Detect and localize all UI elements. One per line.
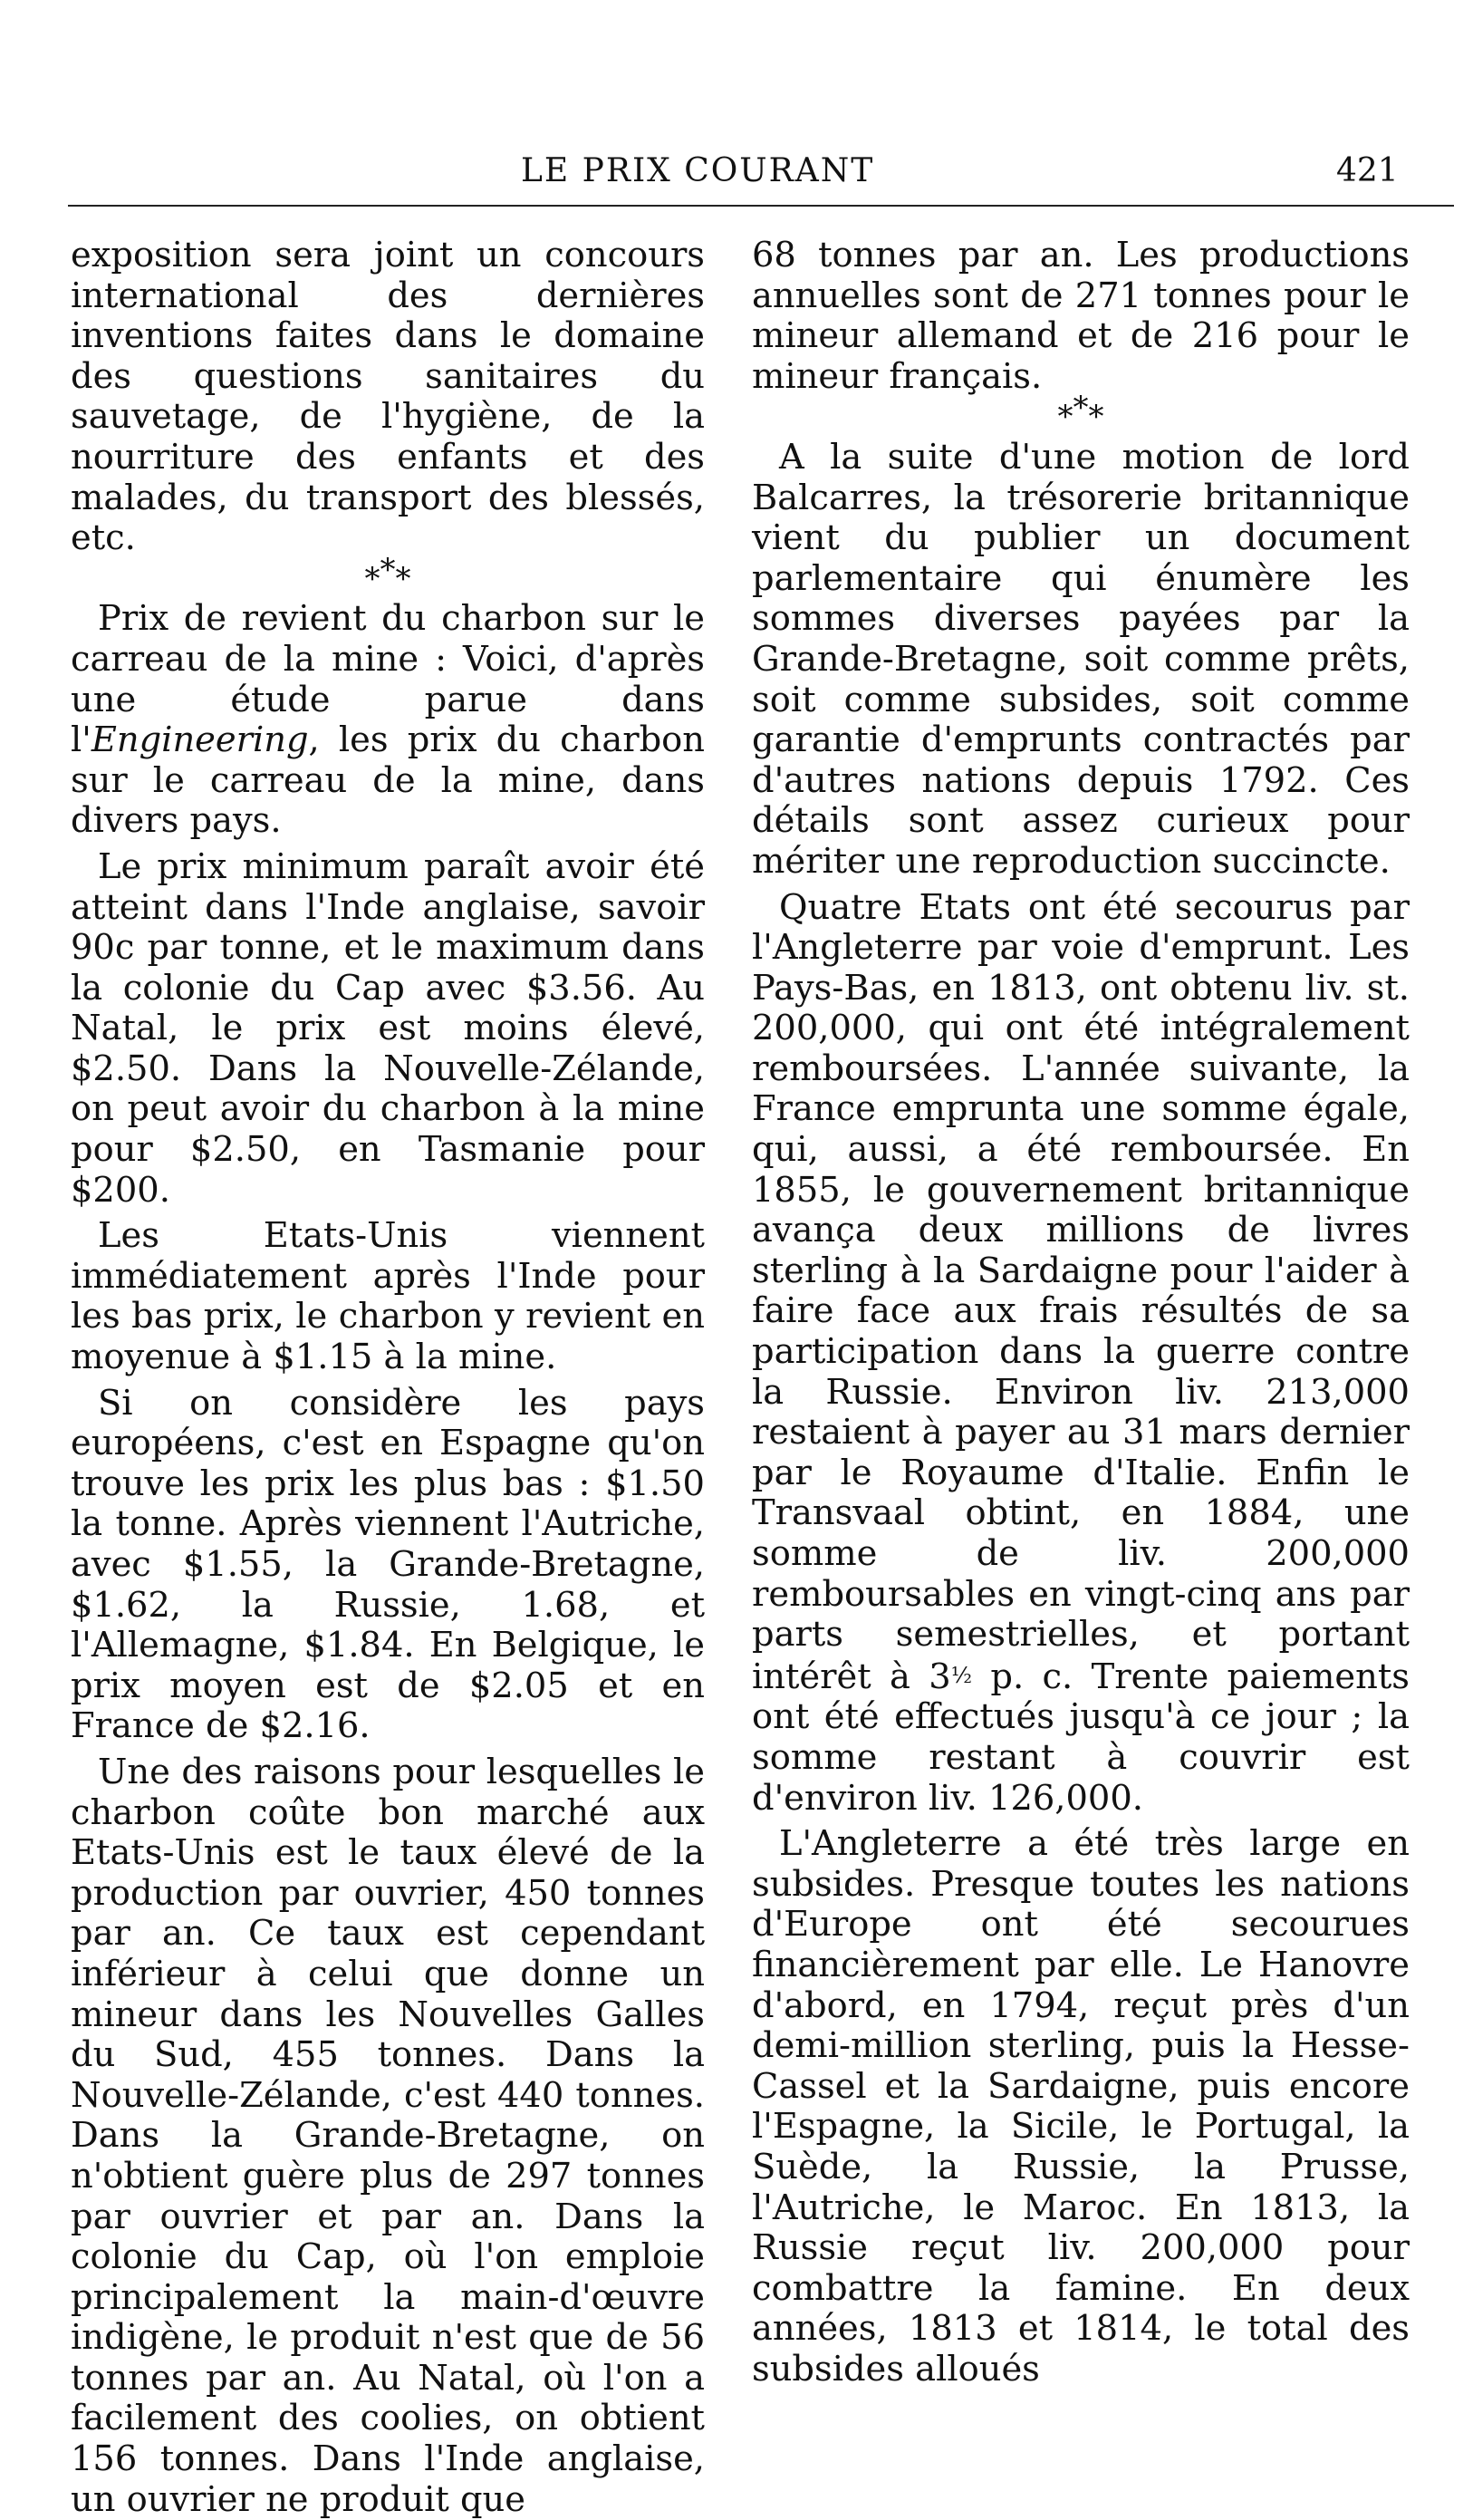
paragraph: L'Angleterre a été très large en subsides. Presque toutes les nations d'Europe ont été secourues financièrement par elle. Le Hanovre d'abord, en 1794, reçut près d'un demi-million sterling, puis la Hesse-Cassel et la Sardaigne, puis encore l'Espagne, la Sicile, le Portugal, la Suède, la Russie, la Prusse, l'Autriche, le Maroc. En 1813, la Russie reçut liv. 200,000 pour combattre la famine. En deux années, 1813 et 1814, le total des subsides alloués (752, 1823, 1410, 2390)
running-title: LE PRIX COURANT (521, 152, 875, 189)
page-number: 421 (1336, 152, 1399, 189)
left-column (71, 236, 705, 2520)
page-header (0, 152, 1473, 198)
paragraph: A la suite d'une motion de lord Balcarres, la trésorerie britannique vient du publier un document parlementaire qui énumère les sommes diverses payées par la Grande-Bretagne, soit comme prêts, soit comme subsides, soit comme garantie d'emprunts contractés par d'autres nations depuis 1792. Ces détails sont assez curieux pour mériter une reproduction succincte. (752, 436, 1410, 882)
paragraph: Prix de revient du charbon sur le carreau de la mine : Voici, d'après une étude parue dans l'Engineering, les prix du charbon sur le carreau de la mine, dans divers pays. (71, 598, 705, 842)
paragraph: Le prix minimum paraît avoir été atteint dans l'Inde anglaise, savoir 90c par tonne, et le maximum dans la colonie du Cap avec $3.56. Au Natal, le prix est moins élevé, $2.50. Dans la Nouvelle-Zélande, on peut avoir du charbon à la mine pour $2.50, en Tasmanie pour $200. (71, 845, 705, 1211)
section-divider-asterisks: *** (364, 551, 411, 597)
paragraph: Les Etats-Unis viennent immédiatement après l'Inde pour les bas prix, le charbon y revient en moyenue à $1.15 à la mine. (71, 1215, 705, 1378)
paragraph: 68 tonnes par an. Les productions annuelles sont de 271 tonnes pour le mineur allemand et de 216 pour le mineur français. (752, 235, 1410, 397)
paragraph: Quatre Etats ont été secourus par l'Angleterre par voie d'emprunt. Les Pays-Bas, en 1813, ont obtenu liv. st. 200,000, qui ont été intégralement remboursées. L'année suivante, la France emprunta une somme égale, qui, aussi, a été remboursée. En 1855, le gouvernement britannique avança deux millions de livres sterling à la Sardaigne pour l'aider à faire face aux frais résultés de sa participation dans la guerre contre la Russie. Environ liv. 213,000 restaient à payer au 31 mars dernier par le Royaume d'Italie. Enfin le Transvaal obtint, en 1884, une somme de liv. 200,000 remboursables en vingt-cinq ans par parts semestrielles, et portant intérêt à 3½ p. c. Trente paiements ont été effectués jusqu'à ce jour ; la somme restant à couvrir est d'environ liv. 126,000. (752, 886, 1410, 1819)
paragraph: Si on considère les pays européens, c'est en Espagne qu'on trouve les prix les plus bas : $1.50 la tonne. Après viennent l'Autriche, avec $1.55, la Grande-Bretagne, $1.62, la Russie, 1.68, et l'Allemagne, $1.84. En Belgique, le prix moyen est de $2.05 et en France de $2.16. (71, 1382, 705, 1747)
header-rule (68, 205, 1454, 207)
paragraph: Une des raisons pour lesquelles le charbon coûte bon marché aux Etats-Unis est le taux élevé de la production par ouvrier, 450 tonnes par an. Ce taux est cependant inférieur à celui que donne un mineur dans les Nouvelles Galles du Sud, 455 tonnes. Dans la Nouvelle-Zélande, c'est 440 tonnes. Dans la Grande-Bretagne, on n'obtient guère plus de 297 tonnes par ouvrier et par an. Dans la colonie du Cap, où l'on emploie principalement la main-d'œuvre indigène, le produit n'est que de 56 tonnes par an. Au Natal, où l'on a facilement des coolies, on obtient 156 tonnes. Dans l'Inde anglaise, un ouvrier ne produit que (71, 1751, 705, 2520)
right-column (752, 236, 1410, 2390)
section-divider-asterisks: *** (1057, 390, 1104, 436)
paragraph: exposition sera joint un concours international des dernières inventions faites dans le domaine des questions sanitaires du sauvetage, de l'hygiène, de la nourriture des enfants et des malades, du transport des blessés, etc. (71, 235, 705, 559)
